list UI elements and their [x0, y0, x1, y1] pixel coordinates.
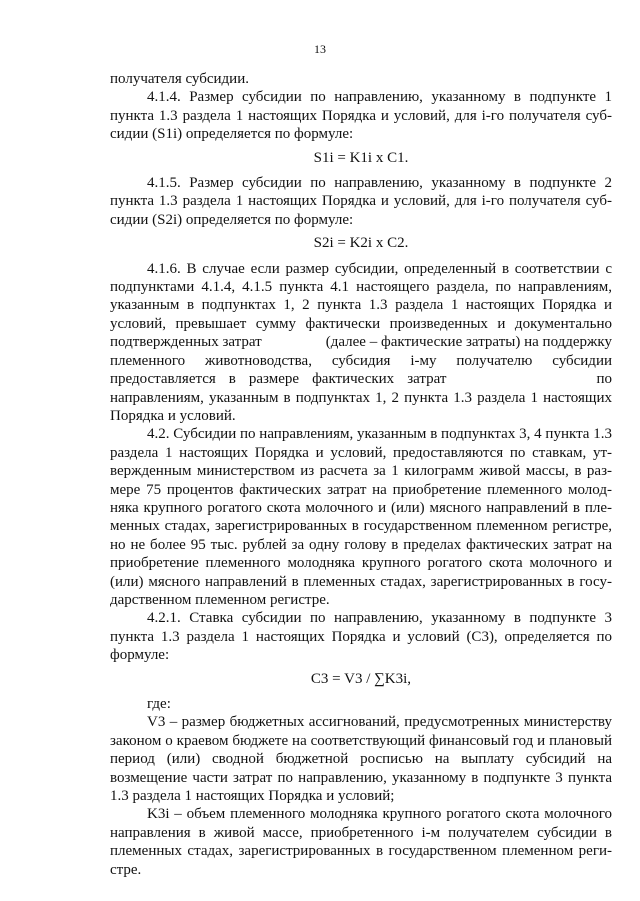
formula-s1: S1i = K1i x C1.: [313, 149, 409, 166]
paragraph-4-1-6: [110, 260, 612, 426]
paragraph-continuation: получателя субсидии.: [110, 71, 249, 87]
paragraph-4-2-1: 4.2.1. Ставка субсидии по направлению, указанному в подпункте 3 пункта 1.3 раздела 1 настоящих Порядка и условий (C3), определяется по формуле:: [110, 610, 612, 664]
paragraph-4-1-6-part2: (далее – фактические затраты) на поддержку племенного животноводства, субсидия i-му получателю субсидии предоставляется в размере фактических затрат: [110, 334, 612, 388]
page-number: 13: [314, 42, 326, 56]
paragraph-4-2: 4.2. Субсидии по направлениям, указанным в подпунктах 3, 4 пункта 1.3 раздела 1 настоящих Порядка и условий, предоставляются по ставкам, утвержденным министерством из расчета за 1 килограмм живой массы, в размере 75 процентов фактических затрат на приобретение племенного молодняка крупного рогатого скота молочного и (или) мясного направлений в племенных стадах, зарегистрированных в государственном племенном регистре, но не более 95 тыс. рублей за одну голову в пределах фактических затрат на приобретение племенного молодняка крупного рогатого скота молочного и (или) мясного направлений в племенных стадах, зарегистрированных в государственном племенном регистре.: [110, 426, 612, 608]
formula-s2: S2i = K2i x C2.: [313, 235, 409, 252]
paragraph-4-1-4: 4.1.4. Размер субсидии по направлению, указанному в подпункте 1 пункта 1.3 раздела 1 настоящих Порядка и условий, для i-го получателя субсидии (S1i) определяется по формуле:: [110, 89, 612, 143]
document-body: [110, 70, 612, 879]
paragraph-v3-definition: V3 – размер бюджетных ассигнований, предусмотренных министерству законом о краевом бюджете на соответствующий финансовый год и плановый период (или) сводной бюджетной росписью на выплату субсидий на возмещение части затрат по направлению, указанному в подпункте 3 пункта 1.3 раздела 1 настоящих Порядка и условий;: [110, 714, 612, 805]
paragraph-4-1-6-part3: по направлениям, указанным в подпунктах 1, 2 пункта 1.3 раздела 1 настоящих Порядка и условий.: [110, 371, 612, 424]
formula-c3: C3 = V3 / ∑K3i,: [310, 670, 412, 687]
paragraph-k3-definition: K3i – объем племенного молодняка крупного рогатого скота молочного направления в живой массе, приобретенного i-м получателем субсидии в племенных стадах, зарегистрированных в государственном племенном регистре.: [110, 806, 612, 878]
paragraph-4-1-5: 4.1.5. Размер субсидии по направлению, указанному в подпункте 2 пункта 1.3 раздела 1 настоящих Порядка и условий, для i-го получателя субсидии (S2i) определяется по формуле:: [110, 175, 612, 228]
paragraph-where: где:: [147, 696, 171, 712]
paragraph-4-1-6-part1: 4.1.6. В случае если размер субсидии, определенный в соответствии с подпунктами 4.1.4, 4.1.5 пункта 4.1 настоящего раздела, по направлениям, указанным в подпунктах 1, 2 пункта 1.3 раздела 1 настоящих Порядка и условий, превышает сумму фактически произведенных и документально подтвержденных затрат: [110, 260, 612, 351]
